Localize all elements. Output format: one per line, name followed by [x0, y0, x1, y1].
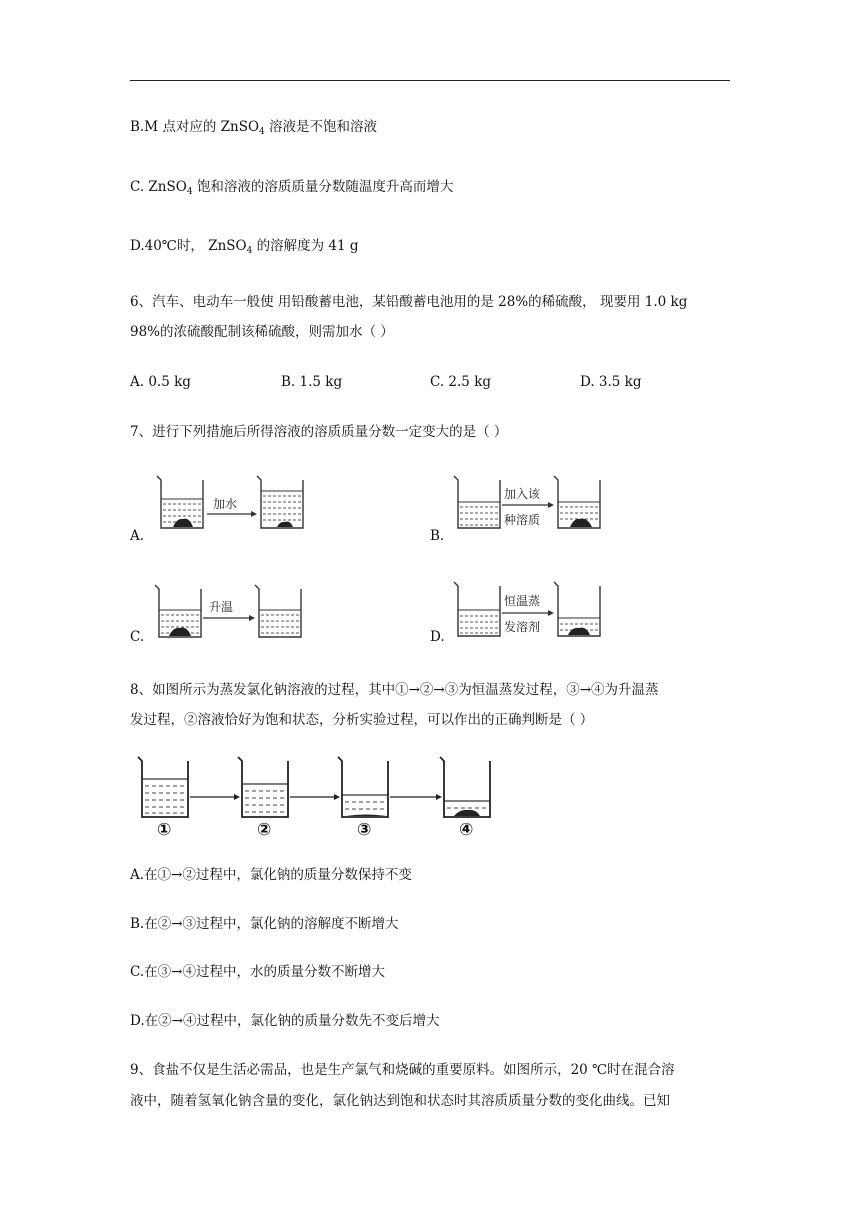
q7-d-arrow-text-1: 恒温蒸	[504, 594, 541, 608]
q6-option-b: B. 1.5 kg	[281, 374, 343, 390]
q7-figure-b	[452, 474, 604, 532]
q8-option-b: B.在②→③过程中，氯化钠的溶解度不断增大	[130, 916, 399, 932]
q6-option-d: D. 3.5 kg	[580, 374, 642, 390]
q7-figure-c	[153, 583, 303, 641]
q8-evaporation-figure	[136, 755, 506, 840]
header-rule	[130, 80, 730, 81]
q6-stem-line1: 6、汽车、电动车一般使 用铅酸蓄电池，某铅酸蓄电池用的是 28%的稀硫酸， 现要用 1.0 kg	[130, 294, 688, 310]
q7-figure-a	[155, 474, 305, 532]
q7-figure-c-label: C.	[130, 629, 145, 645]
q5-option-c: C. ZnSO$_4$ 饱和溶液的溶质质量分数随温度升高而增大	[130, 179, 454, 197]
q8-option-c: C.在③→④过程中，水的质量分数不断增大	[130, 964, 385, 980]
q6-option-a: A. 0.5 kg	[130, 374, 191, 390]
q8-label-3: ③	[357, 820, 372, 840]
q7-figure-d-label: D.	[430, 629, 445, 645]
q6-option-c: C. 2.5 kg	[430, 374, 492, 390]
q7-stem: 7、进行下列措施后所得溶液的溶质质量分数一定变大的是（ ）	[130, 424, 508, 440]
q8-option-a: A.在①→②过程中，氯化钠的质量分数保持不变	[130, 867, 412, 883]
q8-option-d: D.在②→④过程中，氯化钠的质量分数先不变后增大	[130, 1013, 440, 1029]
q6-stem-line2: 98%的浓硫酸配制该稀硫酸，则需加水（ ）	[130, 324, 394, 340]
q7-figure-b-label: B.	[430, 528, 445, 544]
q5-option-b: B.M 点对应的 ZnSO$_4$ 溶液是不饱和溶液	[130, 119, 378, 137]
q8-label-1: ①	[157, 820, 172, 840]
q7-c-arrow-text: 升温	[209, 600, 234, 614]
q8-label-4: ④	[459, 820, 474, 840]
q8-stem-line1: 8、如图所示为蒸发氯化钠溶液的过程，其中①→②→③为恒温蒸发过程，③→④为升温蒸	[130, 682, 659, 698]
q7-d-arrow-text-2: 发溶剂	[504, 620, 541, 634]
q7-b-arrow-text-2: 种溶质	[504, 513, 541, 527]
q7-a-arrow-text: 加水	[213, 497, 238, 511]
q7-figure-a-label: A.	[130, 528, 145, 544]
q7-figure-d	[452, 580, 604, 640]
q8-stem-line2: 发过程，②溶液恰好为饱和状态，分析实验过程，可以作出的正确判断是（ ）	[130, 712, 594, 728]
q7-b-arrow-text-1: 加入该	[504, 487, 541, 501]
q9-stem-line2: 液中，随着氢氧化钠含量的变化，氯化钠达到饱和状态时其溶质质量分数的变化曲线。已知	[130, 1093, 670, 1109]
q8-label-2: ②	[257, 820, 272, 840]
q5-option-d: D.40℃时， ZnSO$_4$ 的溶解度为 41 g	[130, 238, 359, 256]
q9-stem-line1: 9、食盐不仅是生活必需品，也是生产氯气和烧碱的重要原料。如图所示，20 ℃时在混合溶	[130, 1062, 675, 1078]
